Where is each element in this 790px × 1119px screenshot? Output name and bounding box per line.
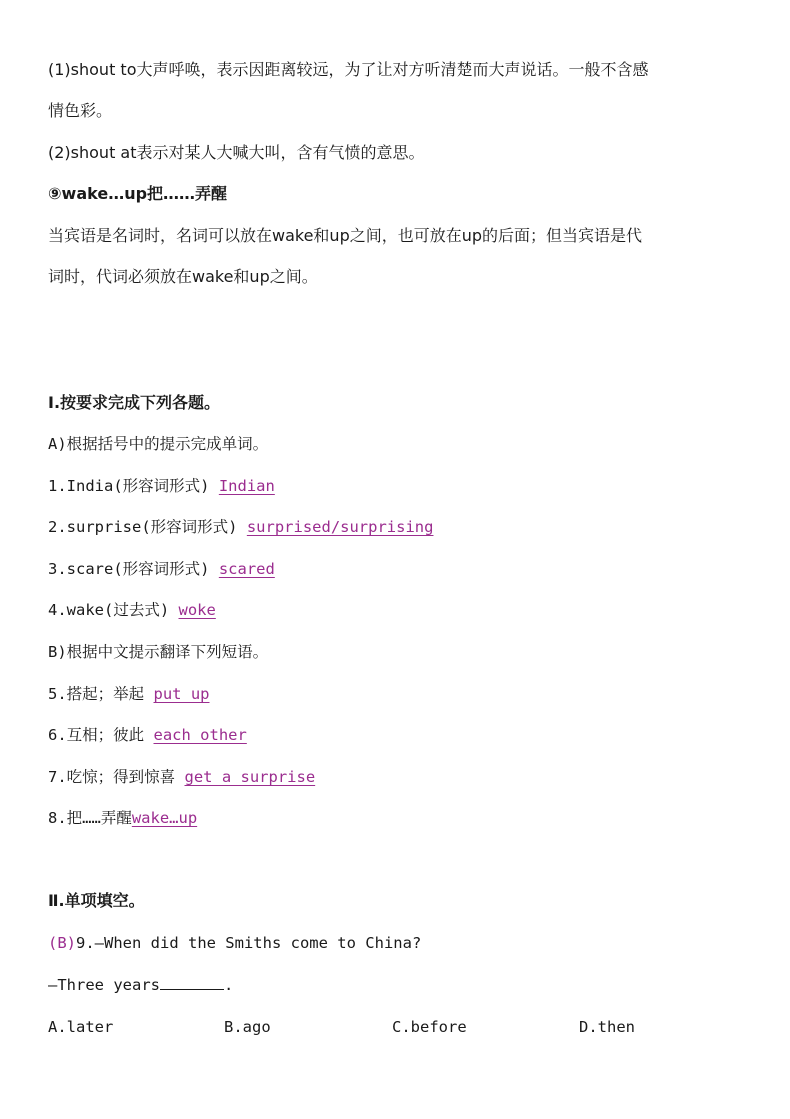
option-b: B.ago — [224, 1018, 271, 1036]
question-9-answer-mark: (B) — [48, 934, 76, 952]
question-9-line2-suffix: . — [223, 976, 234, 994]
question-6-answer: each other — [153, 726, 247, 744]
question-3-answer: scared — [218, 560, 275, 578]
question-7 — [48, 766, 750, 788]
question-5-prompt: 5.搭起；举起 — [48, 685, 154, 703]
question-8-answer: wake…up — [131, 809, 198, 827]
question-6-prompt: 6.互相；彼此 — [48, 726, 154, 744]
question-4-prompt: 4.wake(过去式) — [48, 601, 179, 619]
question-7-answer: get a surprise — [184, 768, 316, 786]
question-2-prompt: 2.surprise(形容词形式) — [48, 518, 247, 536]
note-shout-at: (2)shout at表示对某人大喊大叫，含有气愤的意思。 — [48, 143, 425, 162]
question-1 — [48, 475, 750, 497]
question-8-prompt: 8.把……弄醒 — [48, 809, 132, 827]
option-a: A.later — [48, 1018, 114, 1036]
note-shout-to-line1: (1)shout to大声呼唤，表示因距离较远，为了让对方听清楚而大声说话。一般不含感 — [48, 60, 649, 79]
question-6 — [48, 724, 750, 746]
note-wake-up-line2: 词时，代词必须放在wake和up之间。 — [48, 267, 318, 286]
note-shout-to-line2: 情色彩。 — [48, 101, 113, 120]
question-9 — [48, 932, 750, 954]
question-5-answer: put up — [153, 685, 210, 703]
question-5 — [48, 683, 750, 705]
question-3-prompt: 3.scare(形容词形式) — [48, 560, 219, 578]
note-wake-up-line1: 当宾语是名词时，名词可以放在wake和up之间，也可放在up的后面；但当宾语是代 — [48, 226, 643, 245]
question-2-answer: surprised/surprising — [246, 518, 434, 536]
note-heading-wake-up: ⑨wake…up把……弄醒 — [48, 184, 228, 203]
question-7-prompt: 7.吃惊；得到惊喜 — [48, 768, 185, 786]
question-4 — [48, 599, 750, 621]
section1-title: Ⅰ.按要求完成下列各题。 — [48, 393, 221, 412]
question-8 — [48, 807, 750, 829]
question-9-blank — [160, 974, 224, 990]
section1-part-a: A)根据括号中的提示完成单词。 — [48, 435, 269, 453]
question-9-line2 — [48, 974, 750, 996]
section2-title: Ⅱ.单项填空。 — [48, 891, 145, 910]
question-9-line2-prefix: —Three years — [48, 976, 160, 994]
question-9-text: 9.—When did the Smiths come to China? — [76, 934, 422, 952]
option-d: D.then — [579, 1018, 635, 1036]
option-c: C.before — [392, 1018, 467, 1036]
section1-part-b: B)根据中文提示翻译下列短语。 — [48, 643, 269, 661]
question-2 — [48, 516, 750, 538]
question-1-prompt: 1.India(形容词形式) — [48, 477, 219, 495]
question-1-answer: Indian — [218, 477, 275, 495]
question-4-answer: woke — [178, 601, 216, 619]
question-3 — [48, 558, 750, 580]
